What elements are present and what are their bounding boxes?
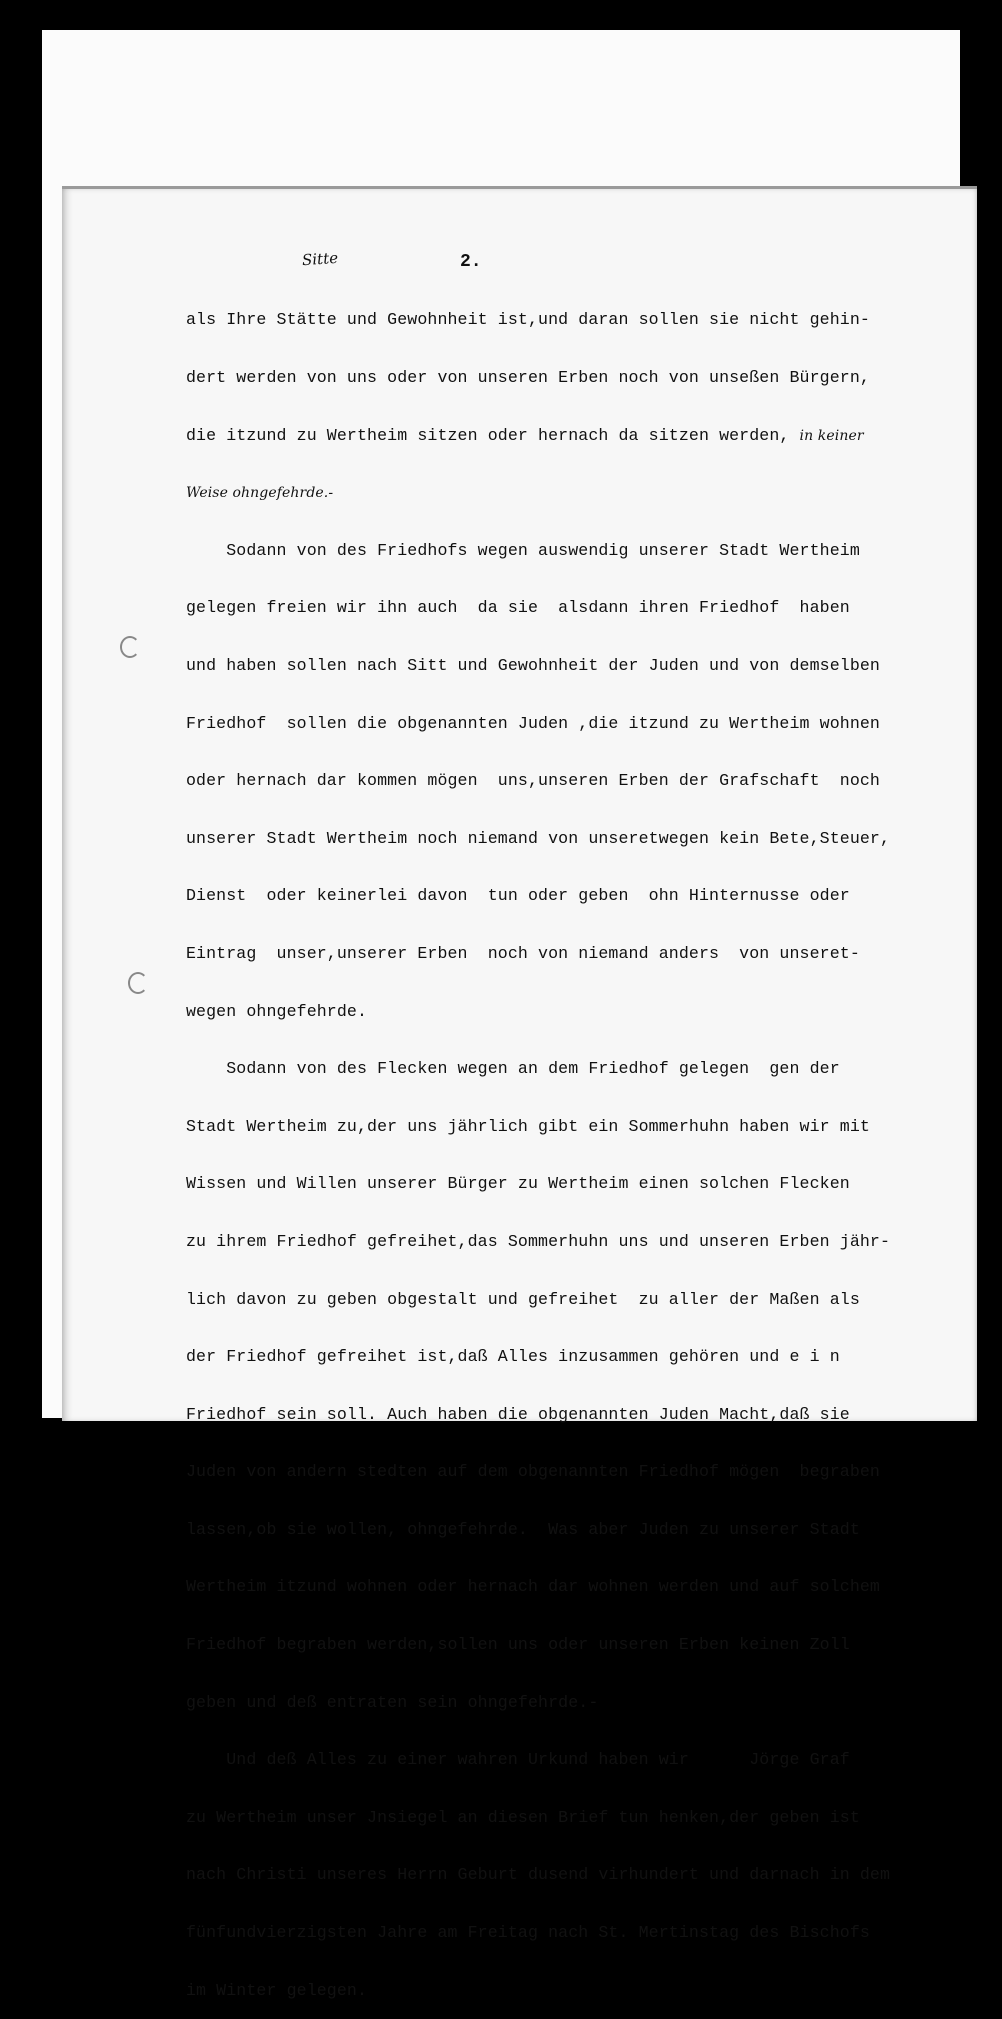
text-line: im Winter gelegen. bbox=[186, 1980, 368, 2000]
handwritten-insertion: in keiner bbox=[799, 427, 864, 444]
text-line: Und deß Alles zu einer wahren Urkund haben wir Jörge Graf bbox=[186, 1750, 850, 1770]
punch-hole-icon bbox=[120, 636, 140, 658]
typed-text-body bbox=[186, 272, 966, 2019]
text-line: Sodann von des Flecken wegen an dem Friedhof gelegen gen der bbox=[186, 1059, 840, 1079]
text-line: zu ihrem Friedhof gefreihet,das Sommerhuhn uns und unseren Erben jähr- bbox=[186, 1231, 891, 1251]
text-line: lich davon zu geben obgestalt und gefreihet zu aller der Maßen als bbox=[186, 1289, 860, 1309]
text-line: Wertheim itzund wohnen oder hernach dar wohnen werden und auf solchem bbox=[186, 1577, 880, 1597]
text-line-content: die itzund zu Wertheim sitzen oder hernach da sitzen werden, bbox=[186, 425, 790, 445]
text-line: wegen ohngefehrde. bbox=[186, 1001, 368, 1021]
text-line: unserer Stadt Wertheim noch niemand von unseretwegen kein Bete,Steuer, bbox=[186, 828, 891, 848]
text-line bbox=[186, 426, 966, 445]
text-line: zu Wertheim unser Jnsiegel an diesen Brief tun henken,der geben ist bbox=[186, 1807, 860, 1827]
text-line: fünfundvierzigsten Jahre am Freitag nach St. Mertinstag des Bischofs bbox=[186, 1923, 870, 1943]
text-line: Dienst oder keinerlei davon tun oder geben ohn Hinternusse oder bbox=[186, 886, 850, 906]
text-line: Juden von andern stedten auf dem obgenannten Friedhof mögen begraben bbox=[186, 1462, 880, 1482]
text-line: als Ihre Stätte und Gewohnheit ist,und daran sollen sie nicht gehin- bbox=[186, 310, 870, 330]
text-line: Friedhof sein soll. Auch haben die obgenannten Juden Macht,daß sie bbox=[186, 1404, 850, 1424]
text-line: Sodann von des Friedhofs wegen auswendig unserer Stadt Wertheim bbox=[186, 540, 860, 560]
handwritten-correction-top: Sitte bbox=[301, 248, 339, 270]
text-line: Wissen und Willen unserer Bürger zu Wertheim einen solchen Flecken bbox=[186, 1174, 850, 1194]
text-line bbox=[186, 483, 966, 502]
punch-hole-icon bbox=[128, 972, 148, 994]
text-line: lassen,ob sie wollen, ohngefehrde. Was aber Juden zu unserer Stadt bbox=[186, 1519, 860, 1539]
text-line: und haben sollen nach Sitt und Gewohnheit der Juden und von demselben bbox=[186, 655, 880, 675]
text-line: Friedhof sollen die obgenannten Juden ,die itzund zu Wertheim wohnen bbox=[186, 713, 880, 733]
text-line: der Friedhof gefreihet ist,daß Alles inzusammen gehören und e i n bbox=[186, 1347, 840, 1367]
text-line: Stadt Wertheim zu,der uns jährlich gibt ein Sommerhuhn haben wir mit bbox=[186, 1116, 870, 1136]
text-line: gelegen freien wir ihn auch da sie alsdann ihren Friedhof haben bbox=[186, 598, 850, 618]
text-line: oder hernach dar kommen mögen uns,unseren Erben der Grafschaft noch bbox=[186, 771, 880, 791]
text-line: nach Christi unseres Herrn Geburt dusend virhundert und darnach in dem bbox=[186, 1865, 891, 1885]
page-number: 2. bbox=[460, 252, 482, 272]
text-line: Eintrag unser,unserer Erben noch von niemand anders von unseret- bbox=[186, 943, 860, 963]
text-line: dert werden von uns oder von unseren Erben noch von unseßen Bürgern, bbox=[186, 368, 870, 387]
text-line: geben und deß entraten sein ohngefehrde.- bbox=[186, 1692, 599, 1712]
text-line: Friedhof begraben werden,sollen uns oder unseren Erben keinen Zoll bbox=[186, 1635, 850, 1655]
handwritten-insertion-continued: Weise ohngefehrde.- bbox=[186, 485, 334, 502]
